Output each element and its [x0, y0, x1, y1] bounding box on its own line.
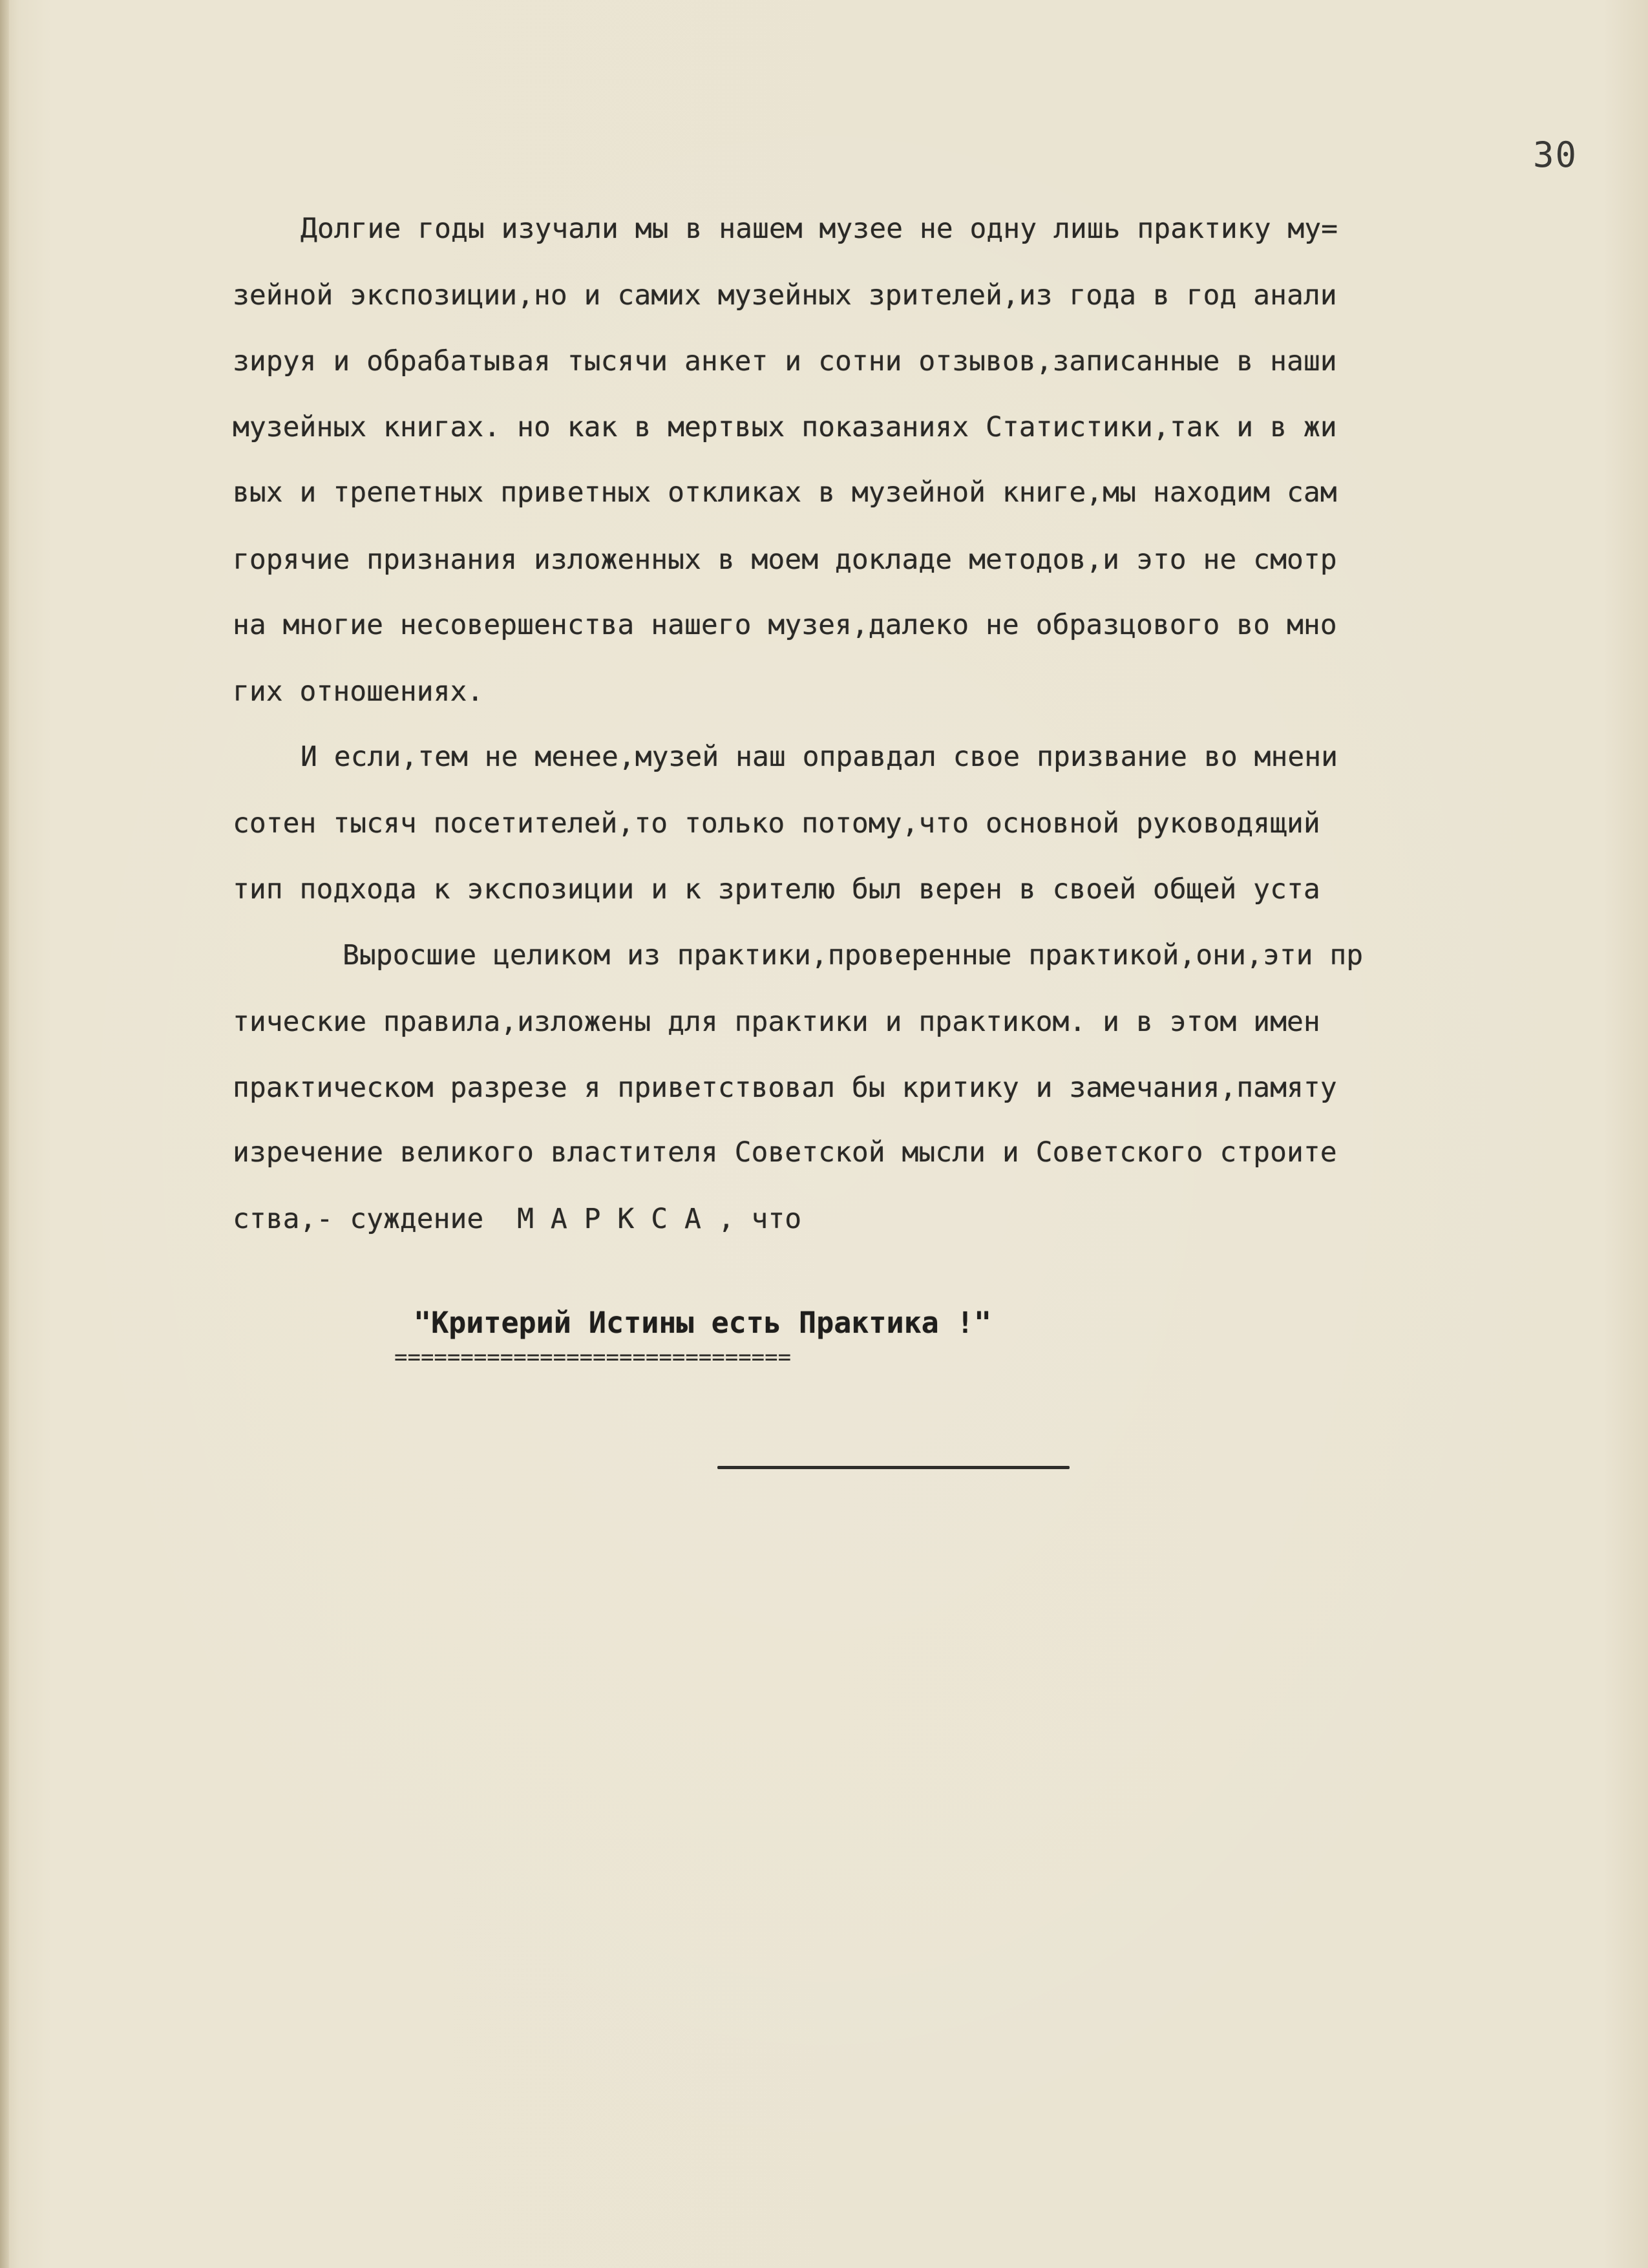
section-end-rule — [717, 1466, 1070, 1469]
text-line: Выросшие целиком из практики,проверенные практикой,они,эти пр — [343, 939, 1364, 971]
marx-quote: "Критерий Истины есть Практика !" — [414, 1306, 992, 1340]
text-line: практическом разрезе я приветствовал бы критику и замечания,памяту — [233, 1072, 1337, 1104]
text-line: зируя и обрабатывая тысячи анкет и сотни отзывов,записанные в наши — [233, 345, 1337, 377]
text-line: вых и трепетных приветных откликах в музейной книге,мы находим сам — [233, 476, 1337, 509]
text-line: гих отношениях. — [233, 675, 484, 708]
text-line: тип подхода к экспозиции и к зрителю был верен в своей общей уста — [233, 873, 1320, 906]
text-line: горячие признания изложенных в моем докладе методов,и это не смотр — [233, 544, 1337, 576]
text-line: сотен тысяч посетителей,то только потому,что основной руководящий — [233, 807, 1320, 840]
text-line: ства,- суждение М А Р К С А , что — [233, 1203, 802, 1235]
text-line: изречение великого властителя Советской мысли и Советского строите — [233, 1136, 1337, 1169]
text-line: зейной экспозиции,но и самих музейных зрителей,из года в год анали — [233, 279, 1337, 312]
text-line: на многие несовершенства нашего музея,далеко не образцового во мно — [233, 609, 1337, 641]
text-line: И если,тем не менее,музей наш оправдал свое призвание во мнени — [301, 741, 1338, 773]
page-number: 30 — [1533, 134, 1578, 175]
page-left-edge — [0, 0, 9, 2268]
text-line: Долгие годы изучали мы в нашем музее не одну лишь практику му= — [301, 213, 1338, 245]
text-line: музейных книгах. но как в мертвых показаниях Статистики,так и в жи — [233, 411, 1337, 443]
quote-double-underline: ============================== — [394, 1344, 792, 1370]
text-line: тические правила,изложены для практики и практиком. и в этом имен — [233, 1006, 1320, 1038]
